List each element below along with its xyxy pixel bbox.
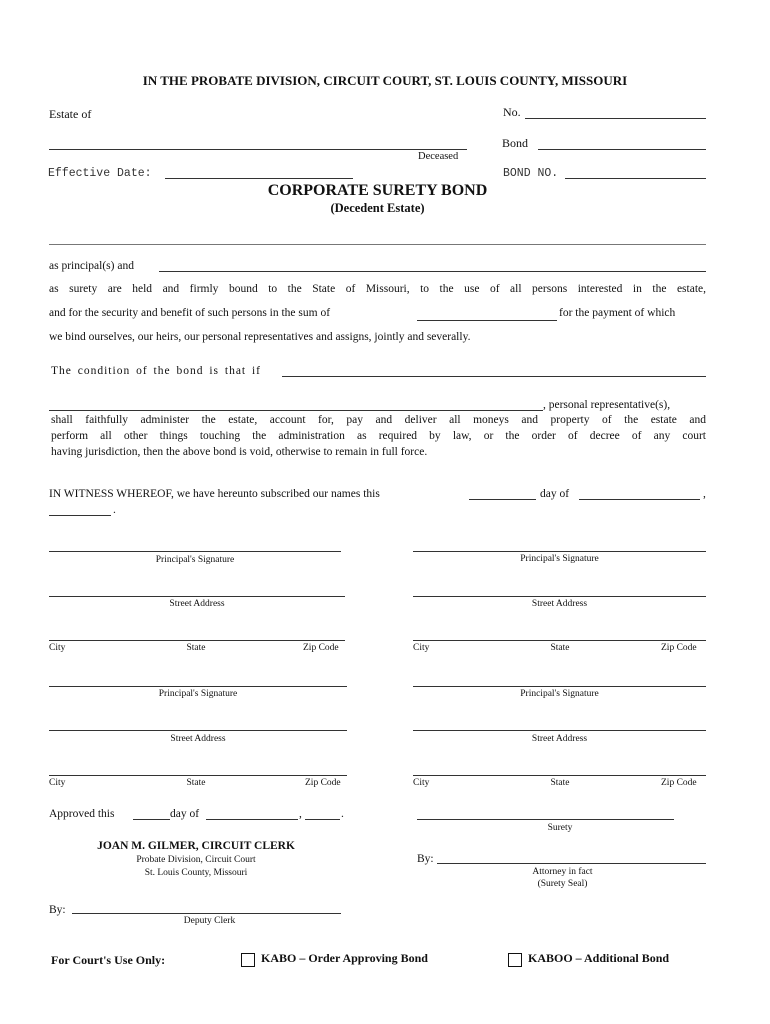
approved-comma: ,: [299, 808, 302, 820]
witness-day-line[interactable]: [469, 499, 536, 500]
state-caption-4: State: [550, 778, 570, 788]
deceased-caption: Deceased: [418, 151, 459, 162]
attorney-by-label: By:: [417, 853, 434, 865]
state-caption-1: State: [186, 643, 206, 653]
as-principal-label: as principal(s) and: [49, 260, 134, 272]
city-line-2[interactable]: [413, 640, 706, 641]
bind-ourselves-text: we bind ourselves, our heirs, our personal representatives and assigns, jointly and severally.: [49, 331, 471, 343]
security-sum-text: and for the security and benefit of such persons in the sum of: [49, 307, 331, 319]
city-caption-4: City: [413, 778, 430, 788]
witness-month-line[interactable]: [579, 499, 700, 500]
attorney-in-fact-line[interactable]: [437, 863, 706, 864]
principal-signature-line-4[interactable]: [413, 686, 706, 687]
principal-signature-caption-1: Principal's Signature: [155, 555, 235, 565]
kabo-label: KABO – Order Approving Bond: [261, 951, 428, 965]
witness-day-of-label: day of: [540, 488, 570, 500]
principal-signature-caption-4: Principal's Signature: [520, 689, 599, 699]
bond-amount-label: Bond: [502, 136, 529, 150]
principal-signature-line-3[interactable]: [49, 686, 347, 687]
city-line-4[interactable]: [413, 775, 706, 776]
document-title: CORPORATE SURETY BOND: [267, 182, 488, 199]
street-address-line-4[interactable]: [413, 730, 706, 731]
street-address-caption-3: Street Address: [170, 734, 226, 744]
zip-caption-4: Zip Code: [661, 778, 697, 788]
effective-date-label: Effective Date:: [48, 167, 152, 180]
approved-month-line[interactable]: [206, 819, 298, 820]
city-line-1[interactable]: [49, 640, 345, 641]
witness-comma: ,: [703, 488, 706, 500]
street-address-caption-4: Street Address: [531, 734, 588, 744]
deputy-by-label: By:: [49, 904, 66, 916]
approved-period: .: [341, 808, 344, 820]
perform-text: perform all other things touching the administration as required by law, or the order of decree of any court: [51, 430, 706, 442]
court-heading: IN THE PROBATE DIVISION, CIRCUIT COURT, ST. LOUIS COUNTY, MISSOURI: [142, 73, 628, 88]
state-caption-2: State: [550, 643, 570, 653]
street-address-caption-2: Street Address: [531, 599, 588, 609]
personal-representative-text: , personal representative(s),: [543, 399, 671, 411]
effective-date-line[interactable]: [165, 178, 353, 179]
surety-line[interactable]: [417, 819, 674, 820]
principal-signature-line-2[interactable]: [413, 551, 706, 552]
zip-caption-3: Zip Code: [305, 778, 341, 788]
principal-signature-line-1[interactable]: [49, 551, 341, 552]
attorney-in-fact-caption: Attorney in fact: [532, 867, 593, 877]
clerk-county: St. Louis County, Missouri: [144, 868, 248, 878]
case-no-label: No.: [503, 105, 521, 119]
case-no-line[interactable]: [525, 118, 706, 119]
condition-text: The condition of the bond is that if: [51, 365, 262, 377]
representative-name-line[interactable]: [49, 410, 543, 411]
bond-amount-line[interactable]: [538, 149, 706, 150]
approved-this-label: Approved this: [49, 808, 115, 820]
document-subtitle: (Decedent Estate): [330, 201, 425, 215]
principal-signature-caption-3: Principal's Signature: [158, 689, 238, 699]
zip-caption-2: Zip Code: [661, 643, 697, 653]
city-line-3[interactable]: [49, 775, 347, 776]
principal-name-line[interactable]: [49, 244, 706, 245]
surety-name-line[interactable]: [159, 271, 706, 272]
witness-period: .: [113, 504, 116, 516]
jurisdiction-text: having jurisdiction, then the above bond is void, otherwise to remain in full force.: [51, 446, 428, 458]
sum-amount-line[interactable]: [417, 320, 557, 321]
bond-no-label: BOND NO.: [503, 167, 559, 180]
approved-year-line[interactable]: [305, 819, 340, 820]
condition-name-line[interactable]: [282, 376, 706, 377]
estate-of-label: Estate of: [49, 107, 92, 121]
kaboo-label: KABOO – Additional Bond: [528, 951, 670, 965]
zip-caption-1: Zip Code: [303, 643, 339, 653]
kabo-checkbox[interactable]: [241, 953, 255, 967]
street-address-line-3[interactable]: [49, 730, 347, 731]
deputy-clerk-line[interactable]: [72, 913, 341, 914]
approved-day-of-label: day of: [170, 808, 200, 820]
clerk-name: JOAN M. GILMER, CIRCUIT CLERK: [97, 840, 295, 852]
bond-no-line[interactable]: [565, 178, 706, 179]
street-address-line-2[interactable]: [413, 596, 706, 597]
clerk-division: Probate Division, Circuit Court: [136, 855, 256, 865]
city-caption-2: City: [413, 643, 430, 653]
estate-name-line[interactable]: [49, 149, 467, 150]
witness-text: IN WITNESS WHEREOF, we have hereunto subscribed our names this: [49, 488, 380, 500]
state-caption-3: State: [186, 778, 206, 788]
street-address-line-1[interactable]: [49, 596, 345, 597]
court-use-label: For Court's Use Only:: [51, 953, 166, 967]
surety-caption: Surety: [547, 823, 573, 833]
street-address-caption-1: Street Address: [169, 599, 225, 609]
payment-of-which-text: for the payment of which: [559, 307, 676, 319]
kaboo-checkbox[interactable]: [508, 953, 522, 967]
approved-day-line[interactable]: [133, 819, 170, 820]
faithfully-text: shall faithfully administer the estate, account for, pay and deliver all moneys and property of the estate and: [51, 414, 706, 426]
deputy-clerk-caption: Deputy Clerk: [183, 916, 236, 926]
city-caption-1: City: [49, 643, 66, 653]
witness-year-line[interactable]: [49, 515, 111, 516]
surety-seal-caption: (Surety Seal): [537, 879, 588, 889]
principal-signature-caption-2: Principal's Signature: [520, 554, 599, 564]
city-caption-3: City: [49, 778, 66, 788]
held-bound-text: as surety are held and firmly bound to the State of Missouri, to the use of all persons interested in the estate,: [49, 283, 706, 295]
